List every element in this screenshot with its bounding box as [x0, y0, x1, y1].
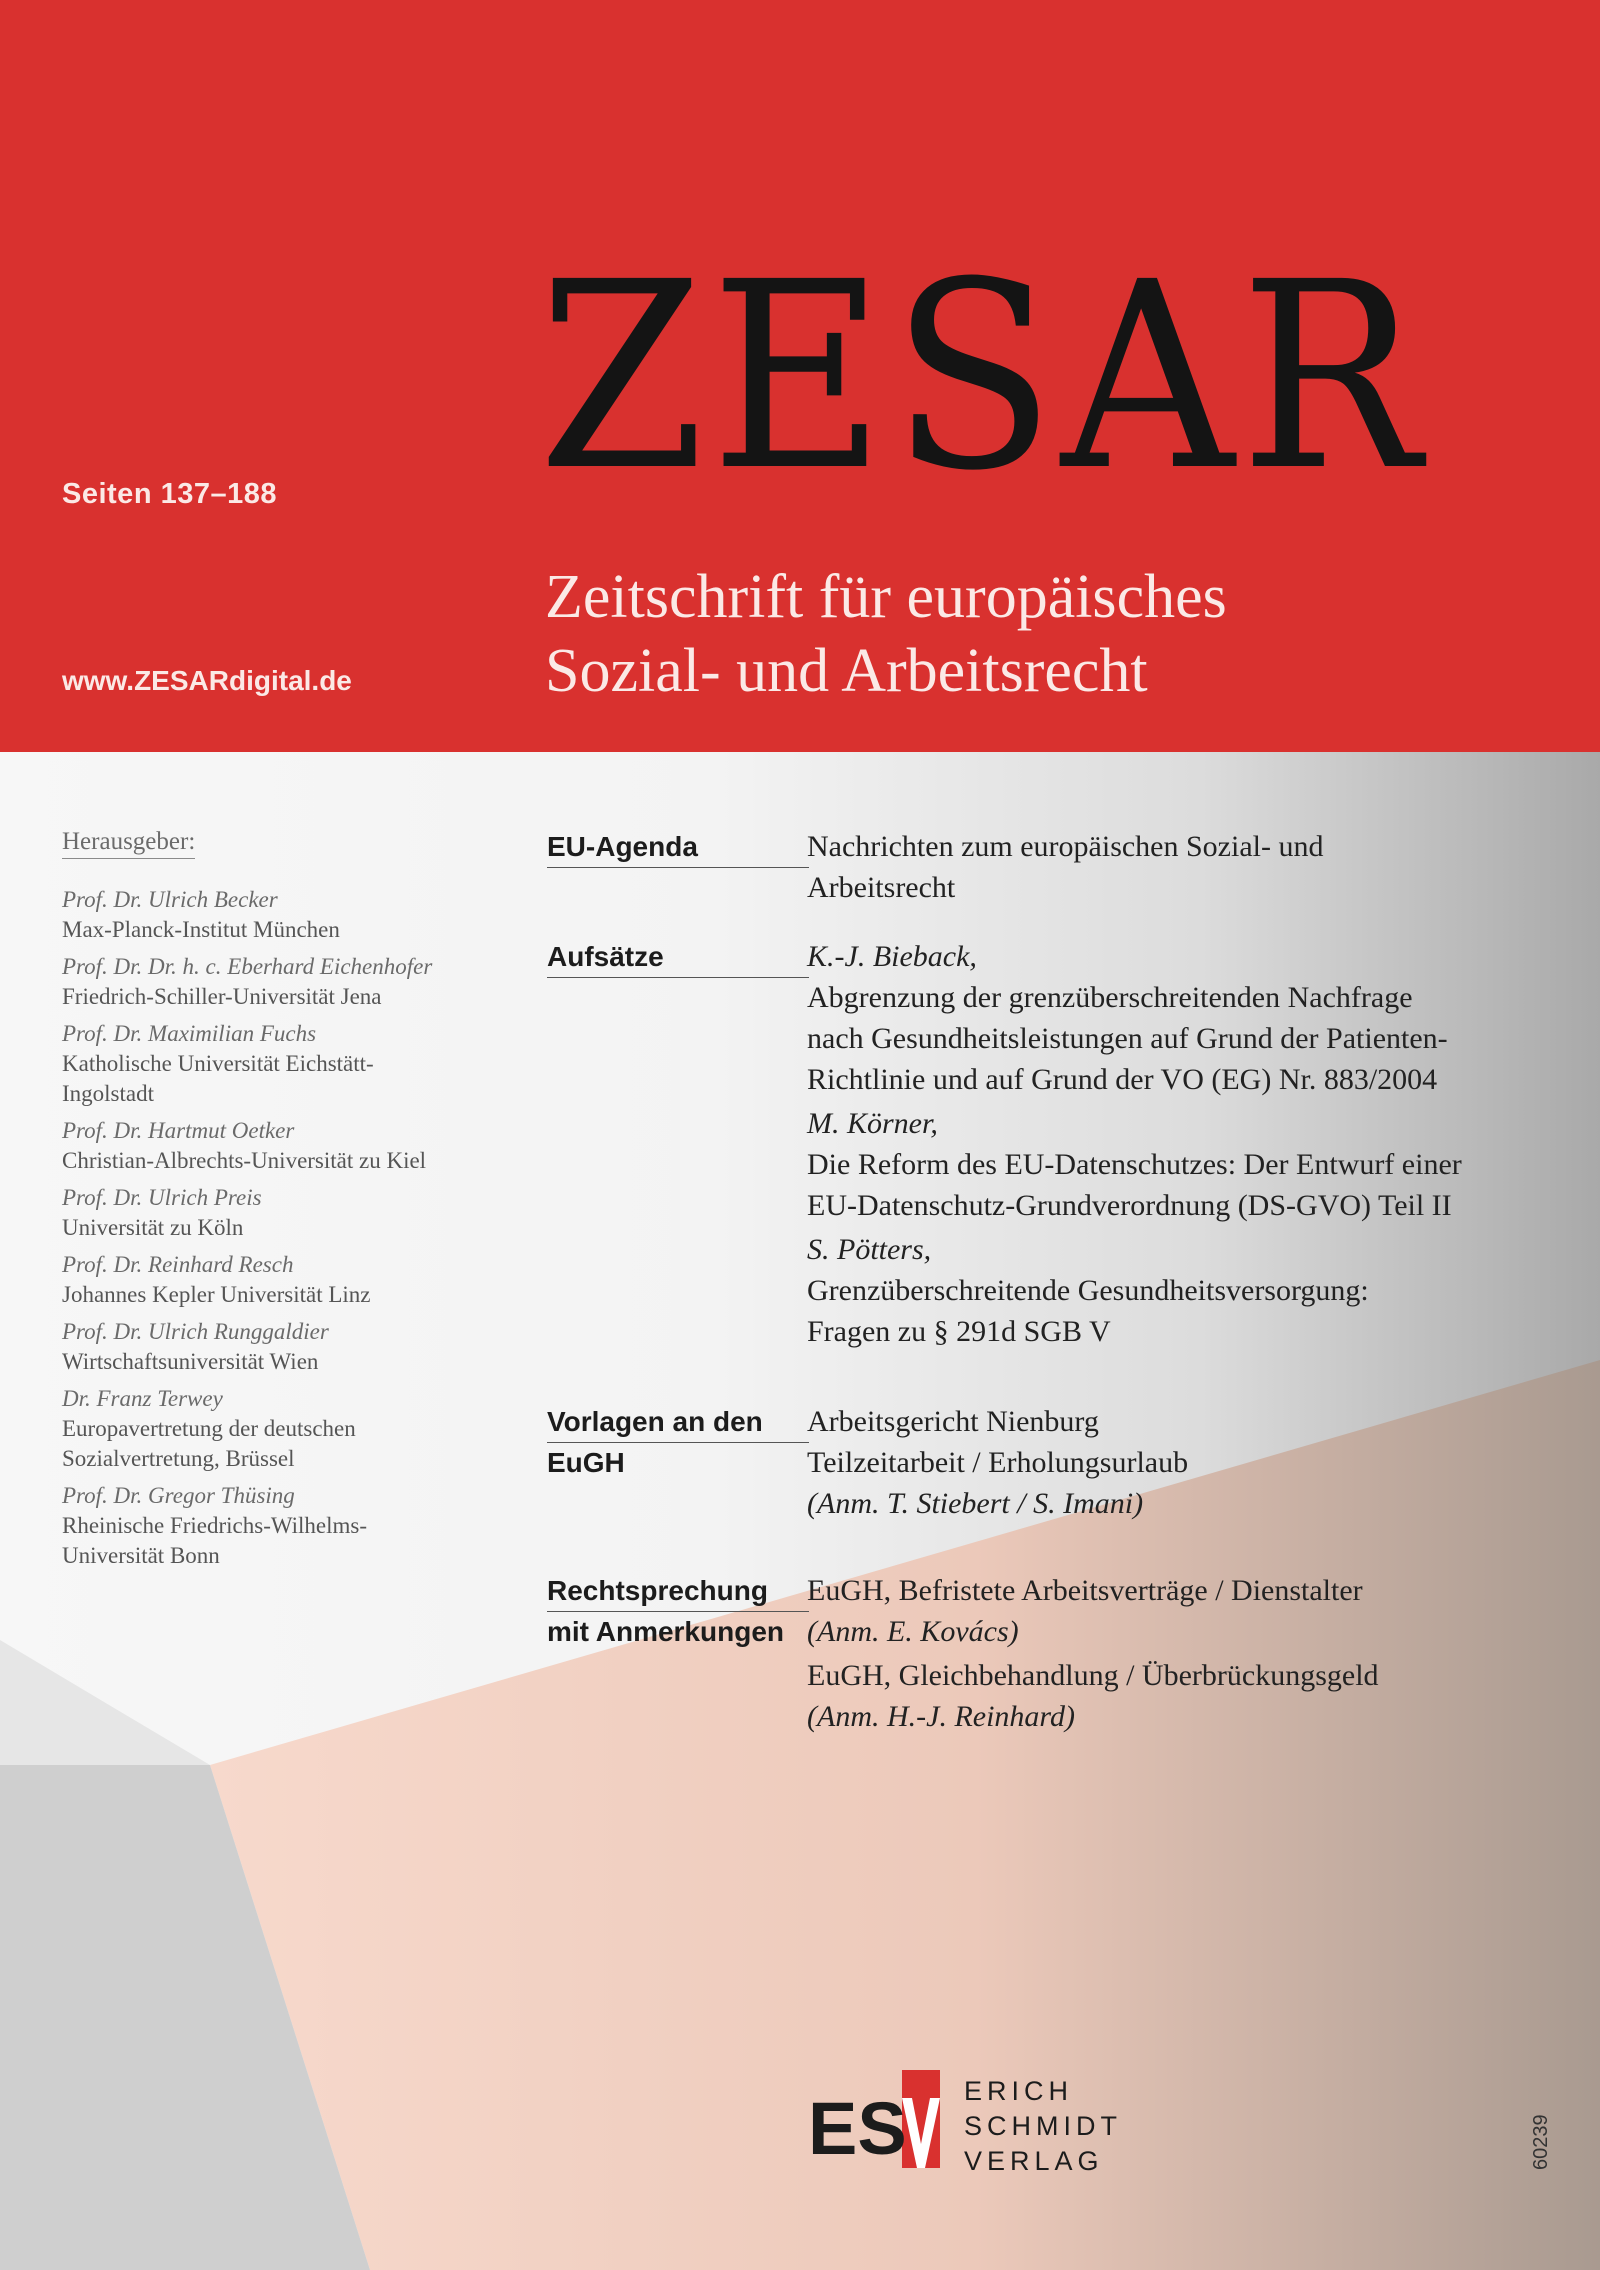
article-title-line: nach Gesundheitsleistungen auf Grund der Patienten- — [807, 1022, 1448, 1055]
section-label — [547, 1570, 807, 1740]
publisher-name — [964, 2074, 1122, 2179]
section-vorlagen — [547, 1401, 1547, 1524]
publisher-name-line: SCHMIDT — [964, 2111, 1122, 2141]
editor-institution: Max-Planck-Institut München — [62, 917, 340, 942]
article-title-line: Die Reform des EU-Datenschutzes: Der Entwurf einer — [807, 1148, 1462, 1181]
editor-entry — [62, 1116, 492, 1176]
editor-institution: Universität zu Köln — [62, 1215, 244, 1240]
section-label-line: mit Anmerkungen — [547, 1616, 784, 1647]
publisher-logo — [808, 2070, 1128, 2180]
editor-entry — [62, 1384, 492, 1474]
editor-name: Prof. Dr. Reinhard Resch — [62, 1252, 294, 1277]
section-label-line: EuGH — [547, 1447, 625, 1478]
case-title: EuGH, Gleichbehandlung / Überbrückungsgeld — [807, 1659, 1379, 1692]
toc-annotation: (Anm. T. Stiebert / S. Imani) — [807, 1487, 1144, 1520]
publisher-name-line: ERICH — [964, 2076, 1074, 2106]
section-aufsaetze — [547, 936, 1547, 1355]
article-entry — [807, 936, 1547, 1100]
section-body — [807, 1570, 1547, 1740]
section-label — [547, 1401, 807, 1524]
section-rule — [547, 867, 809, 868]
editor-entry — [62, 1250, 492, 1310]
editor-name: Prof. Dr. Hartmut Oetker — [62, 1118, 295, 1143]
editor-entry — [62, 1481, 492, 1571]
section-rule — [547, 1611, 809, 1612]
subtitle-line: Zeitschrift für europäisches — [545, 563, 1227, 631]
section-label: Aufsätze — [547, 941, 664, 972]
article-author: M. Körner, — [807, 1107, 938, 1140]
editors-heading: Herausgeber: — [62, 828, 195, 859]
editor-institution: Katholische Universität Eichstätt- — [62, 1051, 374, 1076]
editor-name: Dr. Franz Terwey — [62, 1386, 223, 1411]
journal-subtitle — [545, 560, 1227, 708]
editor-items — [62, 885, 492, 1571]
editor-institution: Ingolstadt — [62, 1081, 154, 1106]
section-label-line: Vorlagen an den — [547, 1406, 763, 1437]
toc-line: Teilzeitarbeit / Erholungsurlaub — [807, 1446, 1189, 1479]
section-rule — [547, 977, 809, 978]
article-title-line: Richtlinie und auf Grund der VO (EG) Nr. 883/2004 — [807, 1063, 1438, 1096]
website-link[interactable]: www.ZESARdigital.de — [62, 665, 352, 696]
section-body — [807, 1401, 1547, 1524]
article-title-line: Fragen zu § 291d SGB V — [807, 1315, 1111, 1348]
editor-institution: Europavertretung der deutschen — [62, 1416, 356, 1441]
article-author: S. Pötters, — [807, 1233, 932, 1266]
editor-institution: Universität Bonn — [62, 1543, 220, 1568]
editor-institution: Christian-Albrechts-Universität zu Kiel — [62, 1148, 427, 1173]
editor-institution: Johannes Kepler Universität Linz — [62, 1282, 371, 1307]
masthead-banner — [0, 0, 1600, 752]
editor-entry — [62, 885, 492, 945]
editors-list — [62, 828, 492, 1578]
article-entry — [807, 1229, 1547, 1352]
editor-name: Prof. Dr. Ulrich Becker — [62, 887, 278, 912]
editor-entry — [62, 952, 492, 1012]
editor-entry — [62, 1317, 492, 1377]
case-title: EuGH, Befristete Arbeitsverträge / Dienstalter — [807, 1574, 1363, 1607]
journal-title: ZESAR — [538, 227, 1427, 527]
section-body — [807, 936, 1547, 1355]
editor-name: Prof. Dr. Maximilian Fuchs — [62, 1021, 317, 1046]
article-author: K.-J. Bieback, — [807, 940, 977, 973]
article-title-line: Grenzüberschreitende Gesundheitsversorgung: — [807, 1274, 1369, 1307]
toc-line: Nachrichten zum europäischen Sozial- und — [807, 830, 1324, 863]
section-eu-agenda — [547, 826, 1547, 908]
article-entry — [807, 1103, 1547, 1226]
section-label: EU-Agenda — [547, 831, 698, 862]
subtitle-line: Sozial- und Arbeitsrecht — [545, 637, 1148, 705]
editor-name: Prof. Dr. Gregor Thüsing — [62, 1483, 295, 1508]
editor-entry — [62, 1183, 492, 1243]
article-title-line: EU-Datenschutz-Grundverordnung (DS-GVO) Teil II — [807, 1189, 1452, 1222]
editor-institution: Sozialvertretung, Brüssel — [62, 1446, 295, 1471]
table-of-contents — [547, 826, 1547, 1740]
toc-line: Arbeitsgericht Nienburg — [807, 1405, 1099, 1438]
editor-institution: Friedrich-Schiller-Universität Jena — [62, 984, 382, 1009]
section-rechtsprechung — [547, 1570, 1547, 1740]
toc-line: Arbeitsrecht — [807, 871, 956, 904]
article-title-line: Abgrenzung der grenzüberschreitenden Nachfrage — [807, 981, 1413, 1014]
section-rule — [547, 1442, 809, 1443]
case-annotation: (Anm. E. Kovács) — [807, 1615, 1019, 1648]
svg-text:ES: ES — [808, 2087, 907, 2170]
issue-code: 60239 — [1530, 2114, 1552, 2170]
publisher-name-line: VERLAG — [964, 2146, 1104, 2176]
editor-name: Prof. Dr. Ulrich Runggaldier — [62, 1319, 329, 1344]
case-entry — [807, 1655, 1547, 1737]
editor-institution: Rheinische Friedrichs-Wilhelms- — [62, 1513, 368, 1538]
editor-name: Prof. Dr. Dr. h. c. Eberhard Eichenhofer — [62, 954, 433, 979]
editor-institution: Wirtschaftsuniversität Wien — [62, 1349, 319, 1374]
editor-name: Prof. Dr. Ulrich Preis — [62, 1185, 262, 1210]
case-entry — [807, 1570, 1547, 1652]
case-annotation: (Anm. H.-J. Reinhard) — [807, 1700, 1075, 1733]
section-body — [807, 826, 1547, 908]
section-label-line: Rechtsprechung — [547, 1575, 768, 1606]
editor-entry — [62, 1019, 492, 1109]
esv-logo-mark — [808, 2070, 948, 2180]
page-range: Seiten 137–188 — [62, 478, 277, 510]
